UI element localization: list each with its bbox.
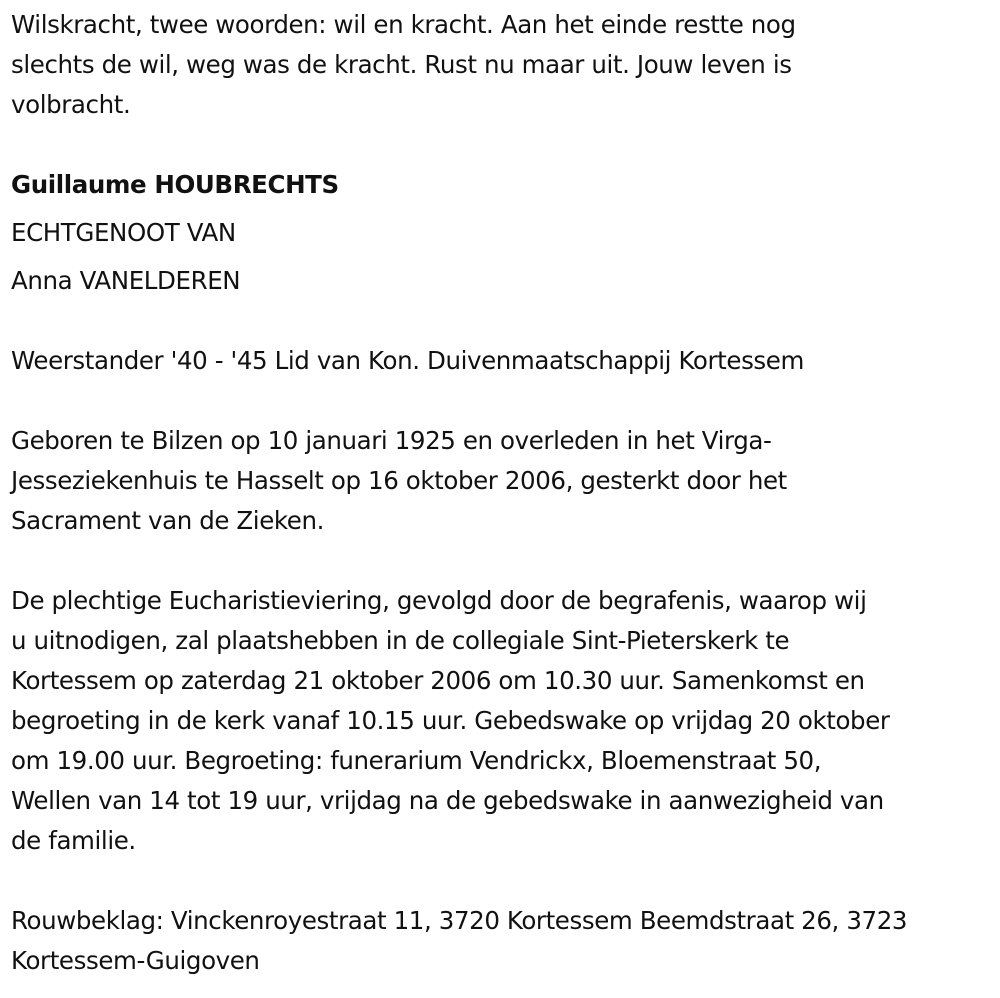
- condolences-paragraph: [11, 901, 996, 981]
- condolences-line: Rouwbeklag: Vinckenroyestraat 11, 3720 Kortessem Beemdstraat 26, 3723: [11, 906, 908, 935]
- ceremony-line: Kortessem op zaterdag 21 oktober 2006 om 10.30 uur. Samenkomst en: [11, 666, 865, 695]
- condolences-line: Kortessem-Guigoven: [11, 946, 260, 975]
- birth-death-line: Geboren te Bilzen op 10 januari 1925 en overleden in het Virga-: [11, 426, 772, 455]
- spouse-name: Anna VANELDEREN: [11, 266, 241, 295]
- relation-label: ECHTGENOOT VAN: [11, 218, 236, 247]
- ceremony-line: begroeting in de kerk vanaf 10.15 uur. Gebedswake op vrijdag 20 oktober: [11, 706, 890, 735]
- ceremony-line: om 19.00 uur. Begroeting: funerarium Vendrickx, Bloemenstraat 50,: [11, 746, 822, 775]
- intro-line: slechts de wil, weg was de kracht. Rust nu maar uit. Jouw leven is: [11, 50, 792, 79]
- obituary-document: [11, 5, 996, 981]
- memberships-paragraph: [11, 341, 996, 381]
- intro-line: Wilskracht, twee woorden: wil en kracht. Aan het einde restte nog: [11, 10, 796, 39]
- ceremony-line: Wellen van 14 tot 19 uur, vrijdag na de gebedswake in aanwezigheid van: [11, 786, 884, 815]
- deceased-block: [11, 161, 996, 305]
- intro-line: volbracht.: [11, 90, 131, 119]
- birth-death-paragraph: [11, 421, 996, 541]
- intro-paragraph: [11, 5, 996, 125]
- deceased-name: Guillaume HOUBRECHTS: [11, 170, 339, 199]
- birth-death-line: Jesseziekenhuis te Hasselt op 16 oktober 2006, gesterkt door het: [11, 466, 787, 495]
- ceremony-line: u uitnodigen, zal plaatshebben in de collegiale Sint-Pieterskerk te: [11, 626, 790, 655]
- membership-line: Weerstander '40 - '45 Lid van Kon. Duivenmaatschappij Kortessem: [11, 346, 804, 375]
- ceremony-line: De plechtige Eucharistieviering, gevolgd door de begrafenis, waarop wij: [11, 586, 867, 615]
- ceremony-paragraph: [11, 581, 996, 861]
- ceremony-line: de familie.: [11, 826, 136, 855]
- birth-death-line: Sacrament van de Zieken.: [11, 506, 324, 535]
